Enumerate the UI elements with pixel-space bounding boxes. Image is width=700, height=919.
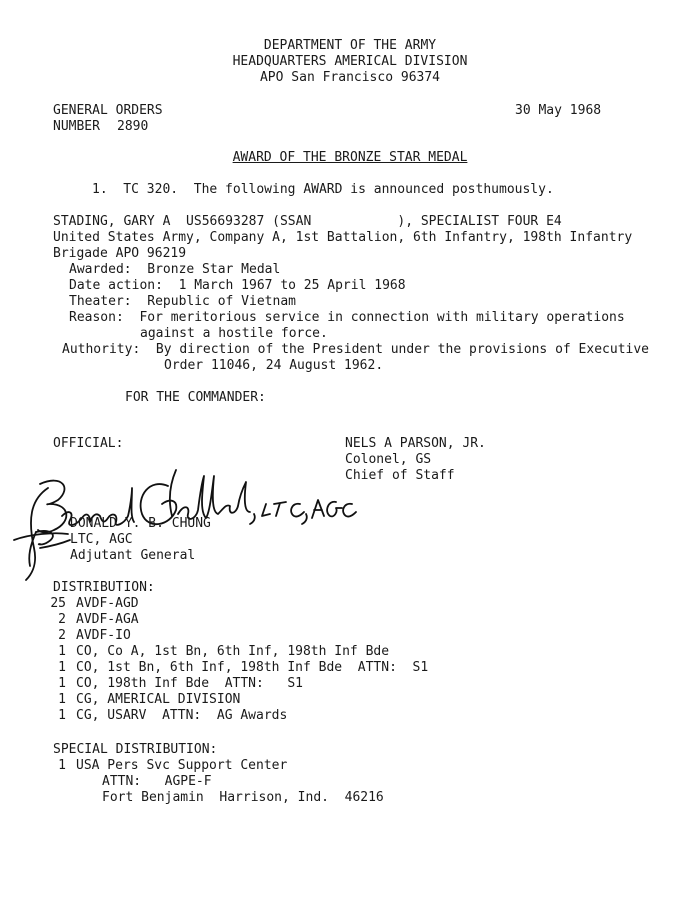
signer-title: Adjutant General	[70, 548, 196, 563]
distribution-item	[40, 628, 131, 644]
special-distribution-item	[40, 758, 287, 774]
distribution-qty: 2	[58, 612, 66, 627]
chief-of-staff-title: Chief of Staff	[345, 468, 455, 483]
distribution-recipient: AVDF-AGD	[76, 596, 139, 611]
distribution-item	[40, 676, 303, 692]
distribution-recipient: CO, 198th Inf Bde ATTN: S1	[76, 676, 303, 691]
distribution-qty: 1	[58, 708, 66, 723]
number-label: NUMBER	[53, 119, 100, 134]
chief-of-staff-rank: Colonel, GS	[345, 452, 432, 467]
signer-name: DONALD Y. B. CHUNG	[70, 516, 211, 531]
date-action-line: Date action: 1 March 1967 to 25 April 1968	[69, 278, 406, 293]
recipient-line-1: STADING, GARY A US56693287 (SSAN ), SPECIALIST FOUR E4	[53, 214, 562, 229]
distribution-recipient: AVDF-AGA	[76, 612, 139, 627]
authority-line-1: Authority: By direction of the President under the provisions of Executive	[62, 342, 649, 357]
reason-line-1: Reason: For meritorious service in connection with military operations	[69, 310, 625, 325]
reason-line-2: against a hostile force.	[140, 326, 328, 341]
header-apo: APO San Francisco 96374	[259, 70, 440, 85]
order-number: 2890	[117, 119, 149, 134]
general-orders-label: GENERAL ORDERS	[53, 103, 163, 118]
distribution-qty: 1	[58, 676, 66, 691]
theater-line: Theater: Republic of Vietnam	[69, 294, 296, 309]
order-date: 30 May 1968	[515, 103, 602, 118]
official-label: OFFICIAL:	[53, 436, 124, 451]
distribution-qty: 1	[58, 692, 66, 707]
distribution-item	[40, 644, 389, 660]
recipient-line-2: United States Army, Company A, 1st Battalion, 6th Infantry, 198th Infantry	[53, 230, 633, 245]
distribution-qty: 1	[58, 644, 66, 659]
distribution-qty: 25	[50, 596, 66, 611]
authority-line-2: Order 11046, 24 August 1962.	[164, 358, 384, 373]
distribution-recipient: CO, 1st Bn, 6th Inf, 198th Inf Bde ATTN: S1	[76, 660, 429, 675]
recipient-line-3: Brigade APO 96219	[53, 246, 187, 261]
special-distribution-line-2: ATTN: AGPE-F	[102, 774, 212, 789]
awarded-line: Awarded: Bronze Star Medal	[69, 262, 281, 277]
distribution-recipient: CO, Co A, 1st Bn, 6th Inf, 198th Inf Bde	[76, 644, 390, 659]
paragraph-1: 1. TC 320. The following AWARD is announced posthumously.	[92, 182, 554, 197]
distribution-item	[40, 692, 240, 708]
signer-rank: LTC, AGC	[70, 532, 133, 547]
distribution-item	[40, 596, 139, 612]
special-distribution-label: SPECIAL DISTRIBUTION:	[53, 742, 218, 757]
distribution-recipient: AVDF-IO	[76, 628, 131, 643]
distribution-qty: 2	[58, 628, 66, 643]
distribution-item	[40, 612, 139, 628]
award-title: AWARD OF THE BRONZE STAR MEDAL	[232, 150, 468, 165]
distribution-qty: 1	[58, 660, 66, 675]
distribution-recipient: CG, USARV ATTN: AG Awards	[76, 708, 288, 723]
special-distribution-line-1: USA Pers Svc Support Center	[76, 758, 288, 773]
special-distribution-line-3: Fort Benjamin Harrison, Ind. 46216	[102, 790, 384, 805]
distribution-recipient: CG, AMERICAL DIVISION	[76, 692, 241, 707]
distribution-label: DISTRIBUTION:	[53, 580, 155, 595]
special-distribution-qty: 1	[58, 758, 66, 773]
header-headquarters: HEADQUARTERS AMERICAL DIVISION	[232, 54, 468, 69]
distribution-item	[40, 660, 428, 676]
for-the-commander: FOR THE COMMANDER:	[125, 390, 266, 405]
header-department: DEPARTMENT OF THE ARMY	[263, 38, 437, 53]
chief-of-staff-name: NELS A PARSON, JR.	[345, 436, 486, 451]
distribution-item	[40, 708, 287, 724]
